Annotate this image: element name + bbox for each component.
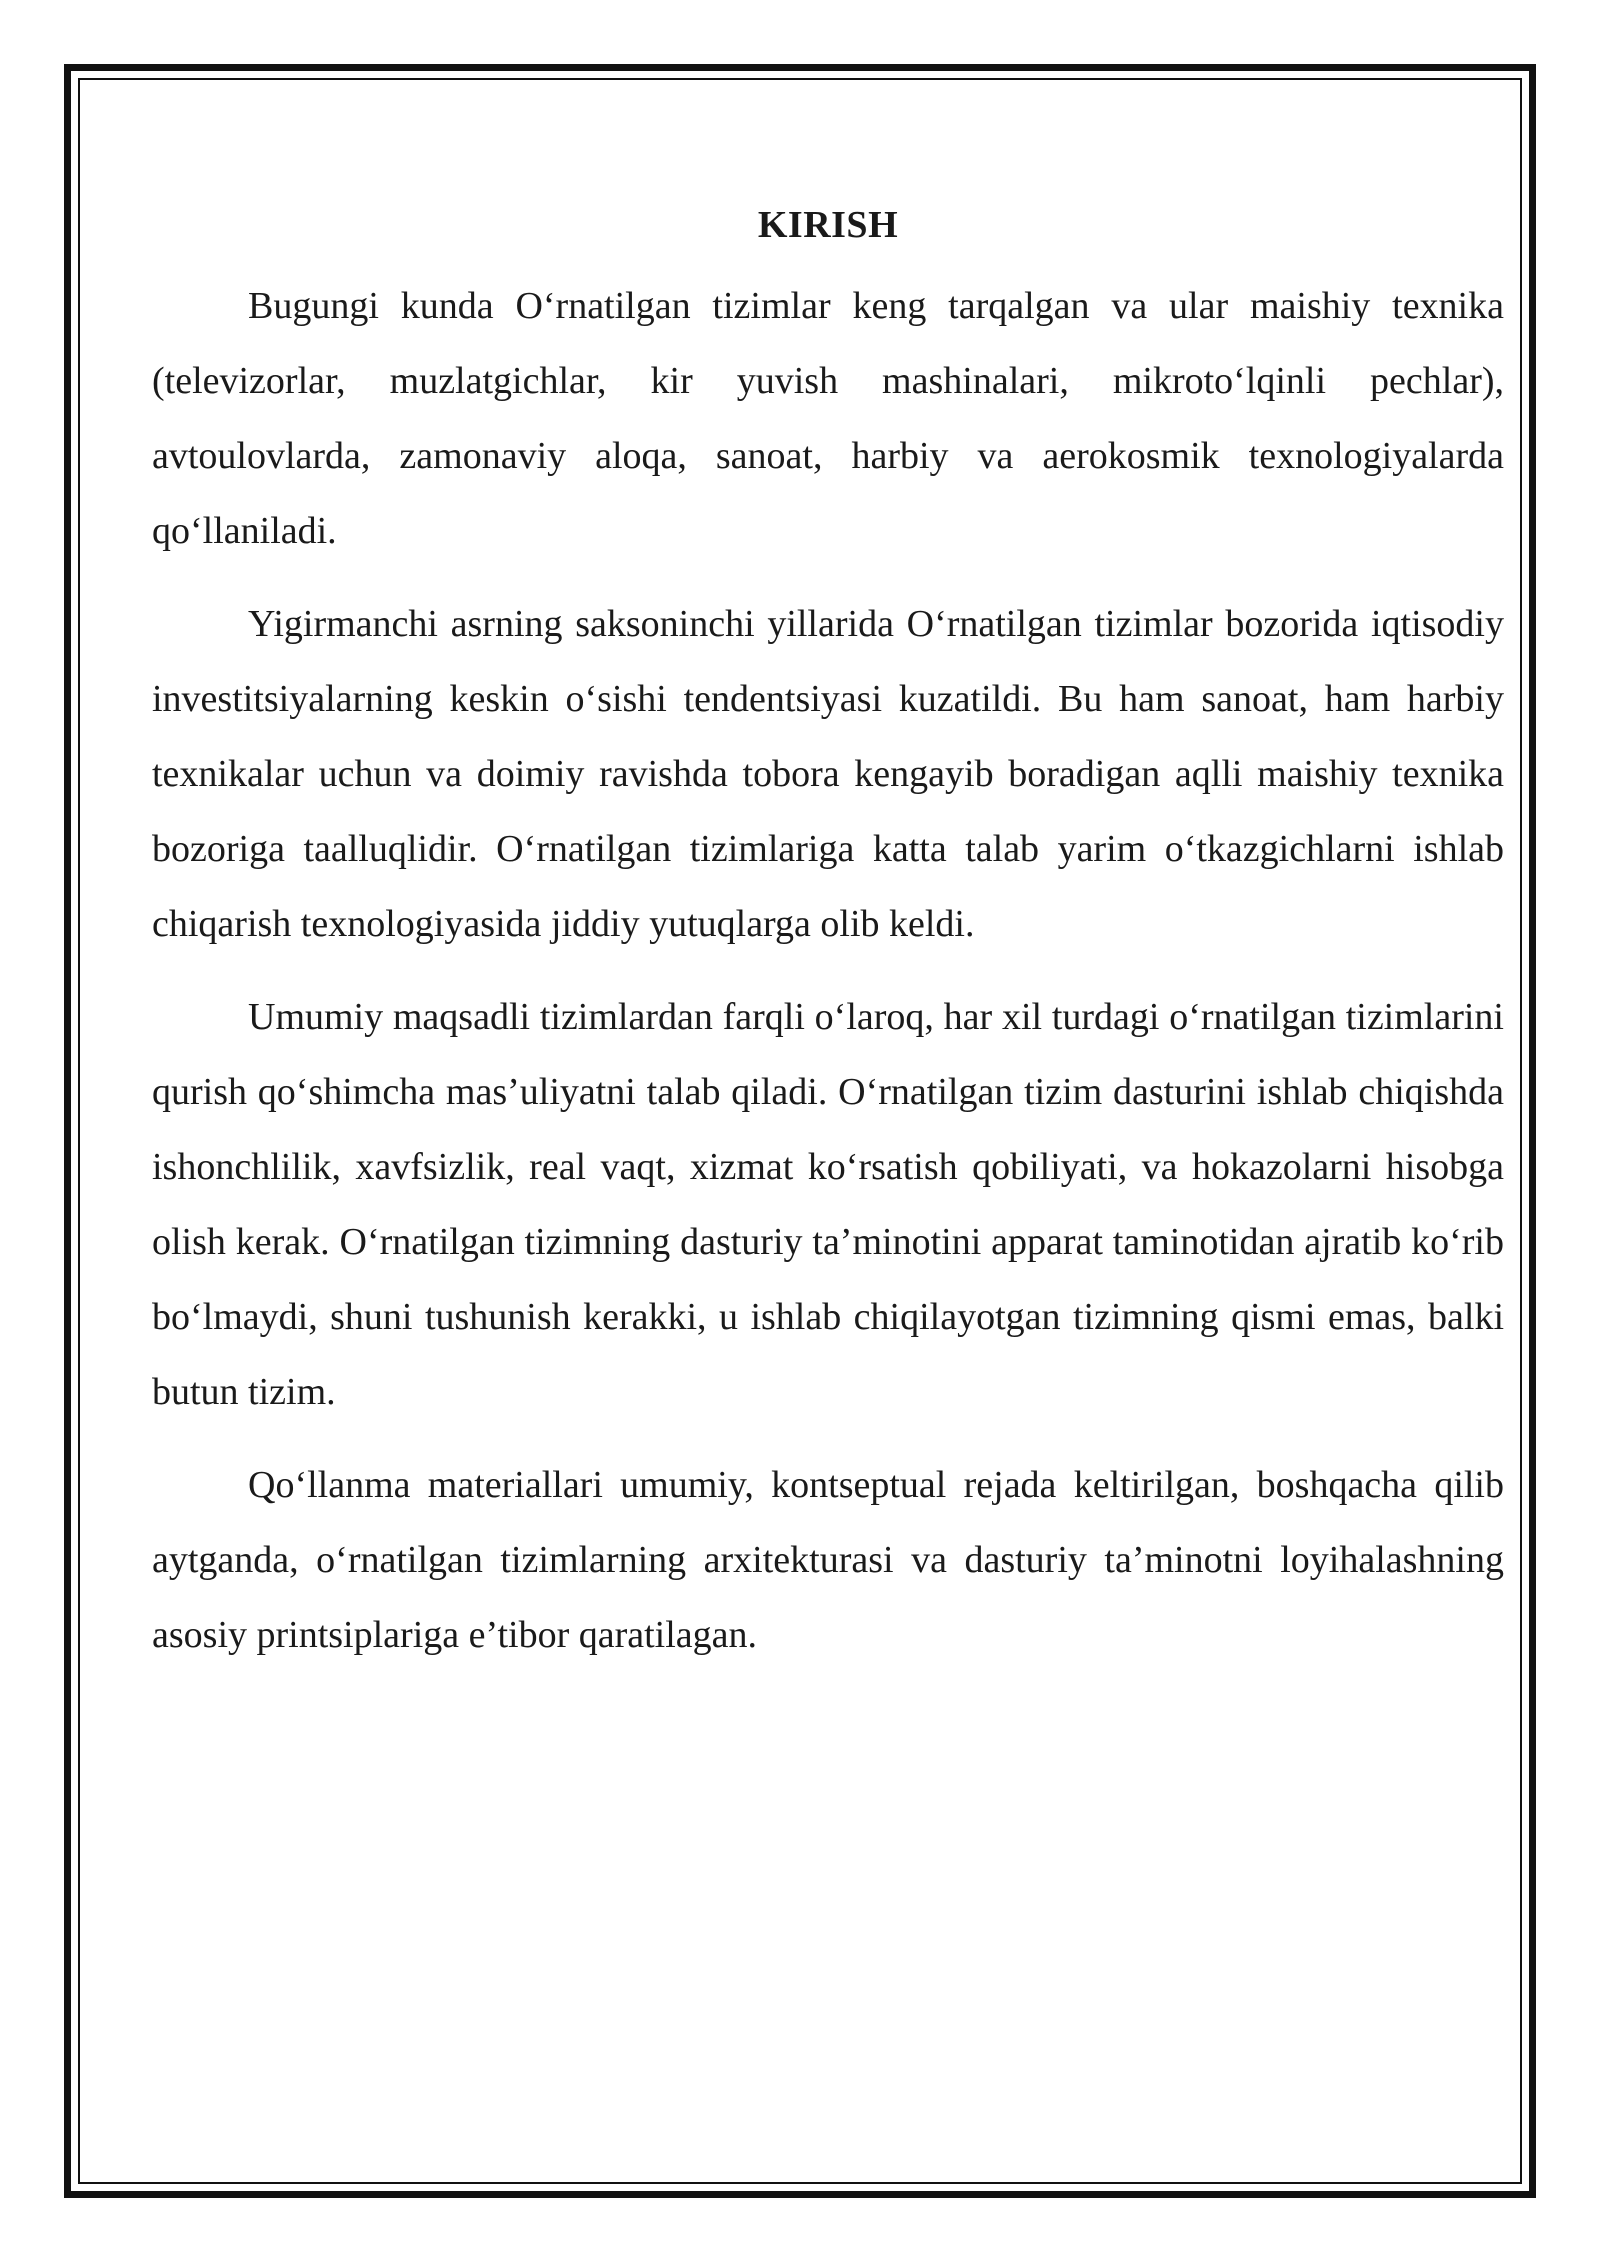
paragraph-1: Bugungi kunda O‘rnatilgan tizimlar keng tarqalgan va ular maishiy texnika (televizorlar, muzlatgichlar, kir yuvish mashinalari, mikroto‘lqinli pechlar), avtoulovlarda, zamonaviy aloqa, sanoat, harbiy va aerokosmik texnologiyalarda qo‘llaniladi. — [152, 285, 1504, 552]
paragraph-2: Yigirmanchi asrning saksoninchi yillarida O‘rnatilgan tizimlar bozorida iqtisodiy investitsiyalarning keskin o‘sishi tendentsiyasi kuzatildi. Bu ham sanoat, ham harbiy texnikalar uchun va doimiy ravishda tobora kengayib boradigan aqlli maishiy texnika bozoriga taalluqlidir. O‘rnatilgan tizimlariga katta talab yarim o‘tkazgichlarni ishlab chiqarish texnologiyasida jiddiy yutuqlarga olib keldi. — [152, 603, 1504, 945]
paragraph-3: Umumiy maqsadli tizimlardan farqli o‘laroq, har xil turdagi o‘rnatilgan tizimlarini qurish qo‘shimcha mas’uliyatni talab qiladi. O‘rnatilgan tizim dasturini ishlab chiqishda ishonchlilik, xavfsizlik, real vaqt, xizmat ko‘rsatish qobiliyati, va hokazolarni hisobga olish kerak. O‘rnatilgan tizimning dasturiy ta’minotini apparat taminotidan ajratib ko‘rib bo‘lmaydi, shuni tushunish kerakki, u ishlab chiqilayotgan tizimning qismi emas, balki butun tizim. — [152, 996, 1504, 1413]
section-heading: KIRISH — [757, 204, 899, 246]
paragraph-4: Qo‘llanma materiallari umumiy, kontseptual rejada keltirilgan, boshqacha qilib aytganda, o‘rnatilgan tizimlarning arxitekturasi va dasturiy ta’minotni loyihalashning asosiy printsiplariga e’tibor qaratilagan. — [152, 1464, 1504, 1656]
document-body — [152, 195, 1504, 1691]
